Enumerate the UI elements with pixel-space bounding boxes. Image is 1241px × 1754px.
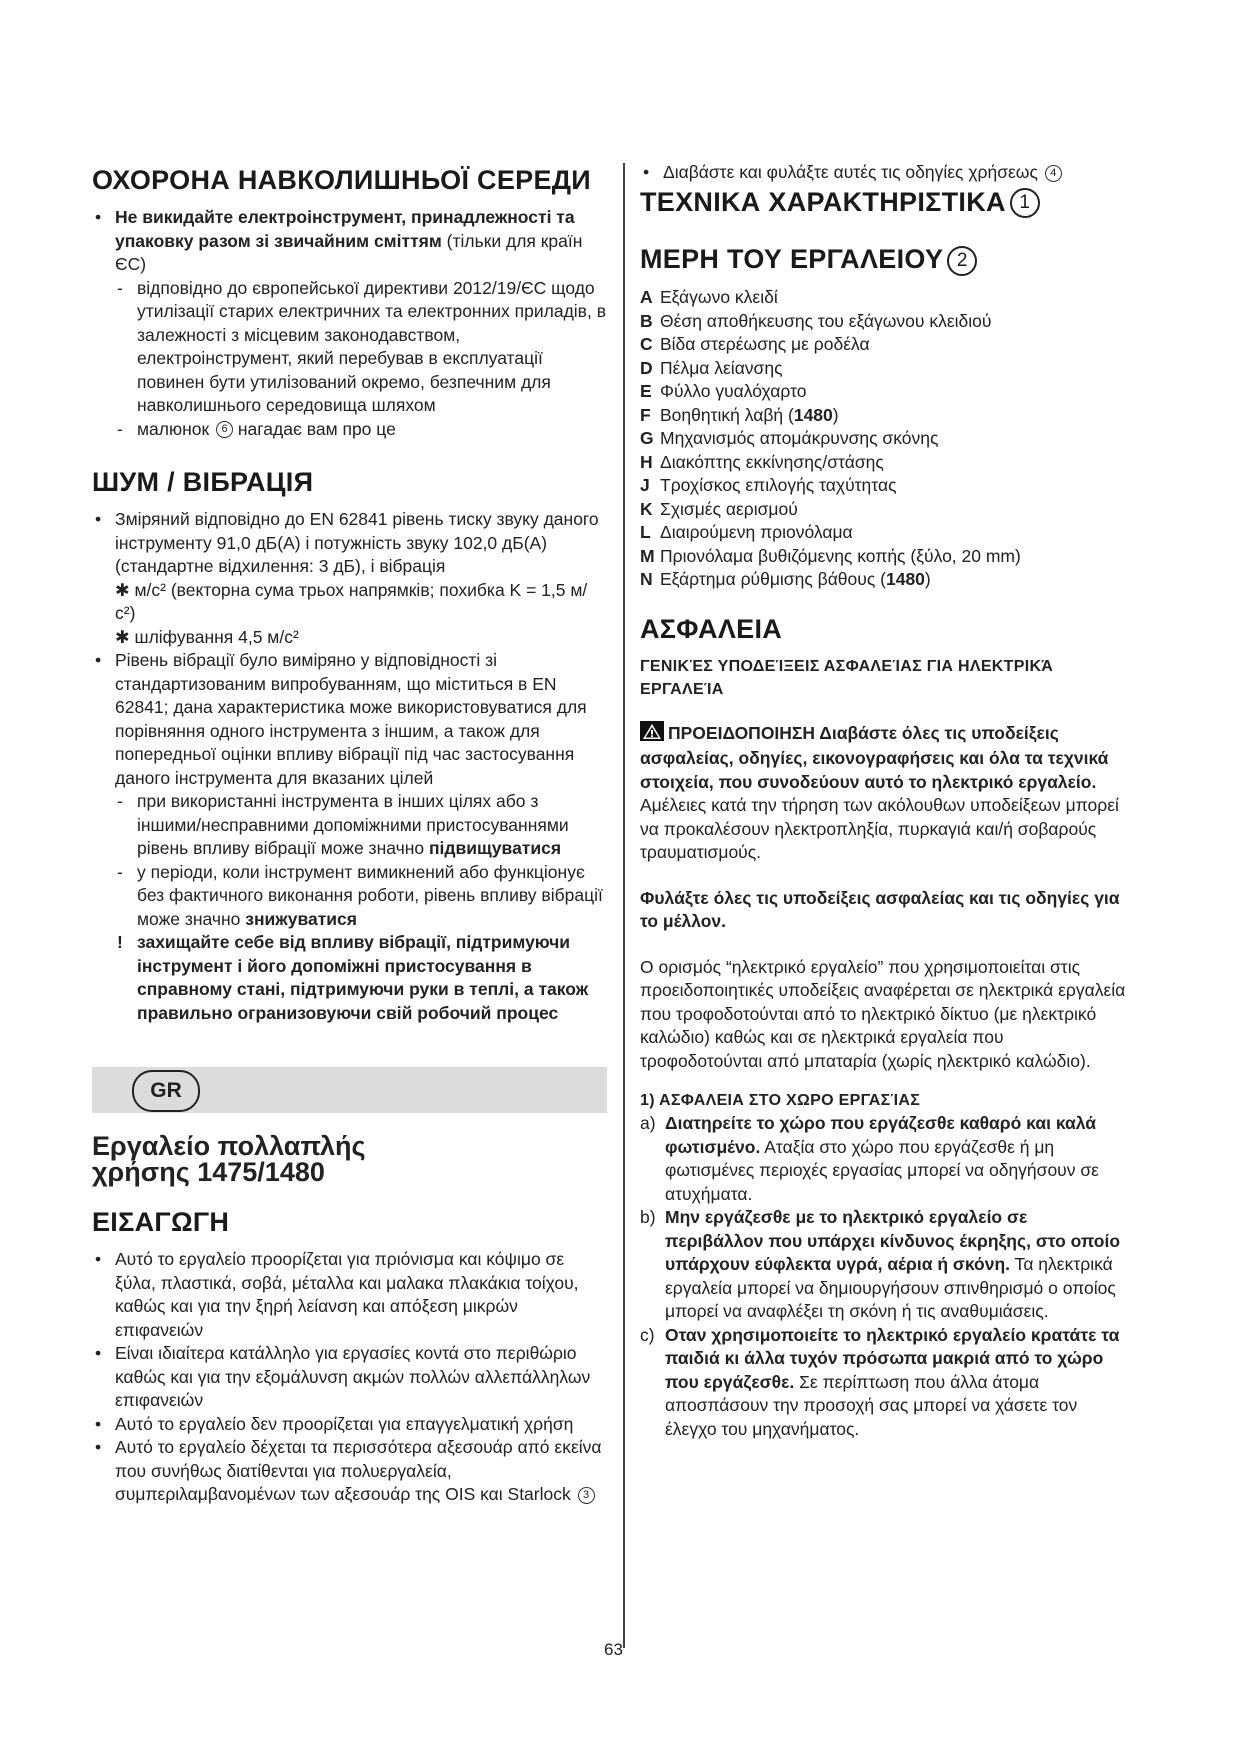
noise-bullet-2: • Рівень вібрації було виміряно у відповідності зі стандартизованим випробуванням, що міститься в EN 62841; дана характеристика може використовуватися для порівняння одного інструмента з іншим, а також для попередньої оцінки впливу вібрації під час застосування даного інструмента для вказаних цілей xyxy=(92,649,607,790)
env-dash-1: - відповідно до європейської директиви 2012/19/ЄС щодо утилізації старих електричних та електронних приладів, в залежності з місцевим законодавством, електроінструмент, який перебував в експлуатації повинен бути утилізований окремо, безпечним для навколишнього середовища шляхом xyxy=(92,277,607,418)
parts-heading-text: ΜΕΡΗ ΤΟΥ ΕΡΓΑΛΕΙΟΥ xyxy=(640,244,944,275)
product-title-line1: Εργαλείο πολλαπλής xyxy=(92,1131,366,1161)
part-model: 1480 xyxy=(793,404,833,425)
env-dash-2 xyxy=(92,418,607,442)
part-item xyxy=(640,545,1130,569)
part-label: Τροχίσκος επιλογής ταχύτητας xyxy=(660,475,897,496)
work-area-heading: 1) ΑΣΦΑΛΕΙΑ ΣΤΟ ΧΩΡΟ ΕΡΓΑΣΊΑΣ xyxy=(640,1092,921,1110)
part-item xyxy=(640,357,1130,381)
env-bullet-rest: (тільки для країн ЄС) xyxy=(115,230,583,274)
part-item xyxy=(640,474,1130,498)
part-key: K xyxy=(640,498,653,519)
part-suffix: ) xyxy=(832,404,839,425)
safety-subheading: ΓΕΝΙΚΈΣ ΥΠΟΔΕΊΞΕΙΣ ΑΣΦΑΛΕΊΑΣ ΓΙΑ ΗΛΕΚΤΡΙΚΆ ΕΡΓΑΛΕΊΑ xyxy=(640,657,1054,698)
rule-a xyxy=(640,1112,1130,1206)
noise-dash2-pre: у періоди, коли інструмент вимикнений або функціонує без фактичного виконання роботи, рівень впливу вібрації може значно xyxy=(137,861,603,929)
part-key: C xyxy=(640,334,653,355)
left-column xyxy=(92,165,607,1507)
part-key: L xyxy=(640,522,651,543)
part-label: Σχισμές αερισμού xyxy=(660,498,798,519)
intro-heading: ΕΙΣΑΓΩΓΗ xyxy=(92,1207,230,1237)
keep-instructions: Φυλάξτε όλες τις υποδείξεις ασφαλείας και τις οδηγίες για το μέλλον. xyxy=(640,887,1120,932)
warning-bold: ΠΡΟΕΙΔΟΠΟΙΗΣΗ Διαβάστε όλες τις υποδείξεις ασφαλείας, οδηγίες, εικονογραφήσεις και όλα τα τεχνικά στοιχεία, που συνοδεύουν αυτό το ηλεκτρικό εργαλείο. xyxy=(640,722,1109,792)
intro-b4-text: Αυτό το εργαλείο δέχεται τα περισσότερα αξεσουάρ από εκείνα που συνήθως διατίθενται για πολυεργαλεία, συμπεριλαμβανομένων των αξεσουάρ της OIS και Starlock xyxy=(115,1437,602,1504)
rule-c-letter: c) xyxy=(640,1324,655,1345)
part-key: H xyxy=(640,451,653,472)
part-item xyxy=(640,521,1130,545)
noise-b1-line3: ✱ шліфування 4,5 м/с² xyxy=(115,626,299,647)
noise-dash1-pre: при використанні інструмента в інших цілях або з іншими/несправними допоміжними пристосуваннями рівень впливу вібрації може значно xyxy=(137,791,569,858)
noise-dash2-bold: знижуватися xyxy=(245,908,357,929)
noise-dash-2 xyxy=(92,861,607,932)
part-item xyxy=(640,310,1130,334)
part-key: A xyxy=(640,287,653,308)
rule-c xyxy=(640,1324,1130,1442)
rule-c-rest: Σε περίπτωση που άλλα άτομα αποσπάσουν την προσοχή σας μπορεί να χάσετε τον έλεγχο του μηχανήματος. xyxy=(665,1371,1078,1439)
part-item xyxy=(640,286,1130,310)
figure-1-ref: 1 xyxy=(1010,188,1040,218)
part-item xyxy=(640,333,1130,357)
part-key: D xyxy=(640,357,653,378)
part-key: J xyxy=(640,475,650,496)
rule-b-bold: Μην εργάζεσθε με το ηλεκτρικό εργαλείο σε περιβάλλον που υπάρχει κίνδυνος έκρηξης, στο οποίο υπάρχουν εύφλεκτα υγρά, αέρια ή σκόνη. xyxy=(665,1207,1121,1275)
read-bullet-text: Διαβάστε και φυλάξτε αυτές τις οδηγίες χρήσεως xyxy=(663,162,1043,182)
tech-heading-text: ΤΕΧΝΙΚΑ ΧΑΡΑΚΤΗΡΙΣΤΙΚΑ xyxy=(640,186,1006,217)
intro-bullet-3: • Αυτό το εργαλείο δεν προορίζεται για επαγγελματική χρήση xyxy=(92,1413,607,1437)
noise-heading: ШУМ / ВІБРАЦІЯ xyxy=(92,467,314,497)
tech-heading xyxy=(640,187,1130,219)
part-label: Πέλμα λείανσης xyxy=(660,357,783,378)
environment-heading: ОХОРОНА НАВКОЛИШНЬОЇ СЕРЕДИ xyxy=(92,165,591,195)
part-item xyxy=(640,427,1130,451)
part-label: Φύλλο γυαλόχαρτο xyxy=(660,381,807,402)
rule-b xyxy=(640,1206,1130,1324)
env-bullet-bold: Не викидайте електроінструмент, принадлежності та упаковку разом зі звичайним сміттям xyxy=(115,207,575,251)
noise-bullet-1 xyxy=(92,508,607,649)
part-key: E xyxy=(640,381,652,402)
part-key: B xyxy=(640,310,653,331)
parts-heading xyxy=(640,244,1130,276)
part-item xyxy=(640,451,1130,475)
noise-dash-1 xyxy=(92,790,607,861)
part-label: Πριονόλαμα βυθιζόμενης κοπής (ξύλο, 20 mm) xyxy=(660,545,1021,566)
warning-triangle-icon xyxy=(640,721,664,748)
part-key: M xyxy=(640,545,655,566)
intro-bullet-4 xyxy=(92,1436,607,1507)
part-suffix: ) xyxy=(924,569,931,590)
part-item xyxy=(640,404,1130,428)
figure-2-ref: 2 xyxy=(947,246,977,276)
env-bullet xyxy=(92,206,607,277)
part-key: G xyxy=(640,428,654,449)
intro-bullet-1: • Αυτό το εργαλείο προορίζεται για πριόνισμα και κόψιμο σε ξύλα, πλαστικά, σοβά, μέταλλα και μαλακα πλακάκια τοίχου, καθώς και για την ξηρή λείανση και απόξεση μικρών επιφανειών xyxy=(92,1248,607,1342)
noise-dash1-bold: підвищуватися xyxy=(428,838,562,858)
part-label: Διακόπτης εκκίνησης/στάσης xyxy=(660,451,884,472)
noise-b1-line1: • Зміряний відповідно до EN 62841 рівень тиску звуку даного інструменту 91,0 дБ(A) і потужність звуку 102,0 дБ(A) (стандартне відхилення: 3 дБ), і вібрація xyxy=(115,509,599,576)
language-badge: GR xyxy=(132,1070,200,1112)
parts-list xyxy=(640,286,1130,592)
part-label: Εξάγωνο κλειδί xyxy=(660,287,778,308)
env-dash2-pre: малюнок xyxy=(137,418,215,439)
part-item xyxy=(640,380,1130,404)
product-title xyxy=(92,1133,607,1185)
part-label: Θέση αποθήκευσης του εξάγωνου κλειδιού xyxy=(660,310,992,331)
part-label: Μηχανισμός απομάκρυνσης σκόνης xyxy=(660,428,939,449)
part-label: Εξάρτημα ρύθμισης βάθους ( xyxy=(660,569,886,590)
rule-b-rest: Τα ηλεκτρικά εργαλεία μπορεί να δημιουργήσουν σπινθηρισμό ο οποίος μπορεί να αναφλέξει τη σκόνη ή τις αναθυμιάσεις. xyxy=(665,1254,1116,1322)
part-model: 1480 xyxy=(885,569,925,590)
safety-heading: ΑΣΦΑΛΕΙΑ xyxy=(640,613,783,644)
rule-a-letter: a) xyxy=(640,1113,656,1134)
part-label: Διαιρούμενη πριονόλαμα xyxy=(660,522,853,543)
product-title-line2: χρήσης 1475/1480 xyxy=(92,1157,325,1187)
rule-b-letter: b) xyxy=(640,1207,656,1228)
rule-c-bold: Οταν χρησιμοποιείτε το ηλεκτρικό εργαλείο κρατάτε τα παιδιά κι άλλα τυχόν πρόσωπα μακριά από το χώρο που εργάζεσθε. xyxy=(665,1324,1120,1392)
figure-6-ref: 6 xyxy=(216,421,233,438)
warning-paragraph xyxy=(640,721,1130,865)
figure-4-ref: 4 xyxy=(1045,165,1062,182)
column-divider xyxy=(623,163,625,1648)
part-label: Βίδα στερέωσης με ροδέλα xyxy=(660,334,870,355)
read-bullet xyxy=(640,161,1130,185)
part-item xyxy=(640,568,1130,592)
page-number: 63 xyxy=(604,1640,623,1659)
definition-paragraph: Ο ορισμός “ηλεκτρικό εργαλείο” που χρησιμοποιείται στις προειδοποιητικές υποδείξεις αναφέρεται σε ηλεκτρικά εργαλεία που τροφοδοτούνται από το ηλεκτρικό δίκτυο (με ηλεκτρικό καλώδιο) καθώς και σε ηλεκτρικά εργαλεία που τροφοδοτούνται από μπαταρία (χωρίς ηλεκτρικό καλώδιο). xyxy=(640,956,1126,1071)
part-item xyxy=(640,498,1130,522)
part-key: N xyxy=(640,569,653,590)
part-label: Βοηθητική λαβή ( xyxy=(660,404,794,425)
rule-a-rest: Αταξία στο χώρο που εργάζεσθε ή μη φωτισμένες περιοχές εργασίας μπορεί να οδηγήσουν σε ατυχήματα. xyxy=(665,1136,1099,1204)
env-dash2-post: нагадає вам про це xyxy=(233,418,396,439)
noise-b1-line2: ✱ м/с² (векторна сума трьох напрямків; похибка K = 1,5 м/с²) xyxy=(115,579,588,623)
part-key: F xyxy=(640,404,651,425)
noise-warning: ! захищайте себе від впливу вібрації, підтримуючи інструмент і його допоміжні пристосування в справному стані, підтримуючи руки в теплі, а також правильно огранизовуючи свій робочий процес xyxy=(92,931,607,1025)
right-column xyxy=(640,162,1130,1441)
language-band xyxy=(92,1067,607,1113)
rule-a-bold: Διατηρείτε το χώρο που εργάζεσθε καθαρό και καλά φωτισμένο. xyxy=(665,1113,1097,1157)
figure-3-ref: 3 xyxy=(578,1487,595,1504)
warning-rest: Αμέλειες κατά την τήρηση των ακόλουθων υποδείξεων μπορεί να προκαλέσουν ηλεκτροπληξία, πυρκαγιά και/ή σοβαρούς τραυματισμούς. xyxy=(640,795,1119,863)
intro-bullet-2: • Είναι ιδιαίτερα κατάλληλο για εργασίες κοντά στο περιθώριο καθώς και για την εξομάλυνση ακμών πολλών αλλεπάλληλων επιφανειών xyxy=(92,1342,607,1413)
